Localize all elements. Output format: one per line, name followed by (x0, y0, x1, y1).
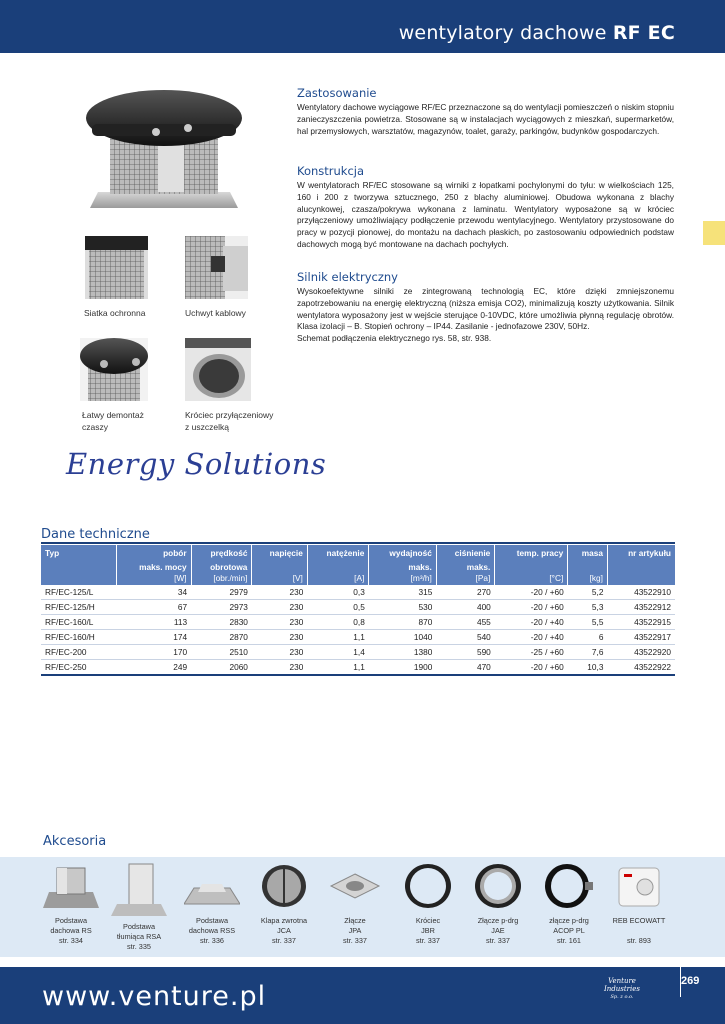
table-cell: 1040 (369, 630, 437, 645)
column-header: masa (568, 545, 608, 559)
column-header: natężenie (307, 545, 368, 559)
table-cell: 249 (117, 660, 191, 676)
table-cell: 870 (369, 615, 437, 630)
column-header: [°C] (495, 573, 568, 585)
spigot-ring-icon (400, 862, 456, 912)
table-row (41, 660, 675, 676)
venture-logo: Venture Industries Sp. z o.o. (604, 977, 640, 1000)
table-row (41, 645, 675, 660)
table-cell: 10,3 (568, 660, 608, 676)
column-header (568, 559, 608, 573)
construction-heading: Konstrukcja (297, 164, 365, 178)
table-cell: 455 (436, 615, 494, 630)
table-cell: 230 (252, 630, 307, 645)
table-cell: 113 (117, 615, 191, 630)
table-cell: RF/EC-200 (41, 645, 117, 660)
accessory-item[interactable]: Podstawa dachowa RS str. 334 (36, 862, 106, 946)
table-cell: 43522915 (607, 615, 675, 630)
cable-holder-photo (185, 236, 248, 299)
table-cell: 7,6 (568, 645, 608, 660)
accessory-item[interactable]: Złącze p-drg JAE str. 337 (463, 862, 533, 946)
application-text: Wentylatory dachowe wyciągowe RF/EC przeznaczone są do wentylacji pomieszczeń o niskim stopniu zanieczyszczenia powietrza. Stosowane są w instalacjach wyciągowych z mieszkań, supermarketów, hal przemysłowych, warsztatów, magazynów, toalet, garaży, parkingów, budynków gospodarczych. (297, 102, 674, 136)
column-header: obrotowa (191, 559, 252, 573)
table-cell: RF/EC-125/L (41, 585, 117, 600)
table-cell: -20 / +60 (495, 660, 568, 676)
column-header: maks. mocy (117, 559, 191, 573)
cap-removal-photo (80, 338, 148, 401)
column-header: temp. pracy (495, 545, 568, 559)
table-cell: 230 (252, 660, 307, 676)
table-cell: 1,4 (307, 645, 368, 660)
table-cell: 2830 (191, 615, 252, 630)
column-header: Typ (41, 545, 117, 559)
table-cell: 0,5 (307, 600, 368, 615)
cap-removal-caption: Łatwy demontaż czaszy (82, 410, 144, 432)
motor-text: Wysokoefektywne silniki ze zintegrowaną technologią EC, które dzięki zmniejszonemu zapotrzebowaniu na energię elektryczną (niższa emisja CO2), minimalizują koszty użytkowania. Silnik wentylatora wyposażony jest w wejście sterujące 0-10VDC, które umożliwia płynną regulację obrotów. Klasa izolacji – B. Stopień ochrony – IP44. Zasilanie - jednofazowe 230V, 50Hz. (297, 286, 674, 332)
table-cell: 230 (252, 585, 307, 600)
table-cell: 1380 (369, 645, 437, 660)
column-header (252, 559, 307, 573)
motor-section (297, 270, 674, 345)
column-header (41, 559, 117, 573)
table-cell: 230 (252, 615, 307, 630)
table-cell: 1900 (369, 660, 437, 676)
column-header: pobór (117, 545, 191, 559)
column-header: [V] (252, 573, 307, 585)
table-title: Dane techniczne (41, 527, 150, 542)
table-cell: 2973 (191, 600, 252, 615)
technical-data-table (41, 545, 675, 676)
accessories-title: Akcesoria (43, 834, 107, 849)
accessory-item[interactable]: Złącze JPA str. 337 (320, 862, 390, 946)
section-tab (703, 221, 725, 245)
spigot-photo (185, 338, 251, 401)
table-cell: 2510 (191, 645, 252, 660)
table-cell: 2870 (191, 630, 252, 645)
column-header: [W] (117, 573, 191, 585)
table-cell: 43522920 (607, 645, 675, 660)
column-header: [obr./min] (191, 573, 252, 585)
table-cell: 170 (117, 645, 191, 660)
motor-text-ref: Schemat podłączenia elektrycznego rys. 58, str. 938. (297, 333, 492, 344)
table-cell: -20 / +40 (495, 630, 568, 645)
roof-base-icon (43, 862, 99, 912)
table-cell: 43522922 (607, 660, 675, 676)
protective-grid-photo (85, 236, 148, 299)
flex-connector-icon (470, 862, 526, 912)
page-header (0, 0, 725, 53)
table-row (41, 615, 675, 630)
spigot-caption: Króciec przyłączeniowy z uszczelką (185, 410, 274, 432)
table-cell: -20 / +40 (495, 615, 568, 630)
table-cell: 1,1 (307, 630, 368, 645)
cable-holder-caption: Uchwyt kablowy (185, 308, 246, 318)
column-header (607, 573, 675, 585)
table-rule (41, 542, 675, 544)
table-cell: 315 (369, 585, 437, 600)
table-cell: 174 (117, 630, 191, 645)
table-cell: 67 (117, 600, 191, 615)
table-cell: 5,2 (568, 585, 608, 600)
table-cell: -20 / +60 (495, 600, 568, 615)
column-header: [Pa] (436, 573, 494, 585)
column-header: wydajność (369, 545, 437, 559)
accessory-item[interactable]: Króciec JBR str. 337 (393, 862, 463, 946)
damping-base-icon (111, 862, 167, 918)
table-cell: 34 (117, 585, 191, 600)
accessory-item[interactable]: REB ECOWATT str. 893 (604, 862, 674, 946)
column-header: maks. (369, 559, 437, 573)
column-header (607, 559, 675, 573)
column-header: ciśnienie (436, 545, 494, 559)
column-header: [m³/h] (369, 573, 437, 585)
application-section (297, 86, 674, 137)
table-cell: 5,5 (568, 615, 608, 630)
table-row (41, 585, 675, 600)
column-header (307, 559, 368, 573)
motor-heading: Silnik elektryczny (297, 270, 398, 284)
table-cell: 2979 (191, 585, 252, 600)
table-cell: 270 (436, 585, 494, 600)
column-header (495, 559, 568, 573)
table-cell: 590 (436, 645, 494, 660)
table-cell: 0,3 (307, 585, 368, 600)
table-cell: 43522910 (607, 585, 675, 600)
table-cell: 43522912 (607, 600, 675, 615)
column-header: [A] (307, 573, 368, 585)
accessory-item[interactable]: Podstawa tłumiąca RSA str. 335 (104, 862, 174, 952)
controller-icon (611, 862, 667, 912)
page-number: 269 (681, 975, 700, 987)
clamp-connector-icon (541, 862, 597, 912)
table-cell: 400 (436, 600, 494, 615)
accessory-item[interactable]: Podstawa dachowa RSS str. 336 (177, 862, 247, 946)
table-cell: 540 (436, 630, 494, 645)
table-row (41, 630, 675, 645)
table-cell: 470 (436, 660, 494, 676)
flat-base-icon (184, 862, 240, 912)
table-cell: 530 (369, 600, 437, 615)
website-url[interactable]: www.venture.pl (42, 981, 267, 1012)
plate-connector-icon (327, 862, 383, 912)
column-header (41, 573, 117, 585)
energy-solutions-logo: Energy Solutions (66, 447, 327, 481)
construction-text: W wentylatorach RF/EC stosowane są wirniki z łopatkami pochylonymi do tyłu: w wielkościach 125, 160 i 200 z tworzywa sztucznego, 250 z blachy aluminiowej. Obudowa wykonana z blachy alucynkowej, czasza/pokrywa wykonana z laminatu. Wentylatory wyposażone są w króciec przyłączeniowy umożliwiający podłączenie przewodu wentylacyjnego. Wentylatory przystosowane do pracy w pozycji pionowej, do montażu na dachach płaskich, po zastosowaniu odpowiednich podstaw dachowych mogą być montowane na dachach pochyłych. (297, 180, 674, 249)
table-cell: 0,8 (307, 615, 368, 630)
column-header: [kg] (568, 573, 608, 585)
table-row (41, 600, 675, 615)
table-cell: 230 (252, 645, 307, 660)
table-cell: 6 (568, 630, 608, 645)
construction-section (297, 164, 674, 251)
application-heading: Zastosowanie (297, 86, 377, 100)
table-cell: RF/EC-125/H (41, 600, 117, 615)
table-cell: -25 / +60 (495, 645, 568, 660)
backdraft-damper-icon (256, 862, 312, 912)
accessory-item[interactable]: złącze p-drg ACOP PL str. 161 (534, 862, 604, 946)
accessory-item[interactable]: Klapa zwrotna JCA str. 337 (249, 862, 319, 946)
table-cell: RF/EC-250 (41, 660, 117, 676)
page-footer (0, 967, 725, 1024)
column-header: maks. (436, 559, 494, 573)
table-cell: RF/EC-160/H (41, 630, 117, 645)
table-cell: 230 (252, 600, 307, 615)
table-cell: RF/EC-160/L (41, 615, 117, 630)
page-title: wentylatory dachowe RF EC (398, 22, 675, 44)
column-header: prędkość (191, 545, 252, 559)
table-cell: 2060 (191, 660, 252, 676)
table-cell: 43522917 (607, 630, 675, 645)
roof-fan-photo (84, 84, 244, 214)
table-cell: 5,3 (568, 600, 608, 615)
column-header: napięcie (252, 545, 307, 559)
table-cell: -20 / +60 (495, 585, 568, 600)
protective-grid-caption: Siatka ochronna (84, 308, 146, 318)
column-header: nr artykułu (607, 545, 675, 559)
table-cell: 1,1 (307, 660, 368, 676)
